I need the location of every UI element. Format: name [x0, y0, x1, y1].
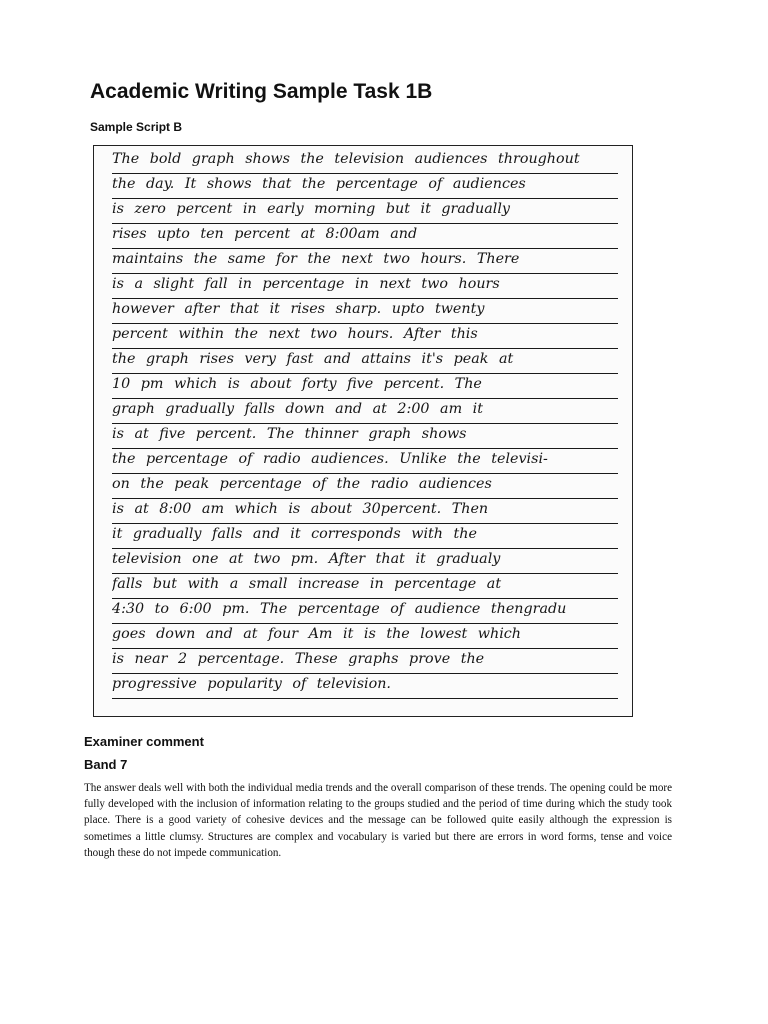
- sample-script-label: Sample Script B: [90, 120, 183, 134]
- script-line: The bold graph shows the television audiences throughout: [112, 148, 618, 174]
- script-line: 4:30 to 6:00 pm. The percentage of audience thengradu: [112, 598, 618, 624]
- script-line: percent within the next two hours. After this: [112, 323, 618, 349]
- script-line: it gradually falls and it corresponds with the: [112, 523, 618, 549]
- handwritten-script-image: [93, 145, 633, 717]
- script-line: rises upto ten percent at 8:00am and: [112, 223, 618, 249]
- examiner-comment-text: The answer deals well with both the individual media trends and the overall comparison of these trends. The opening could be more fully developed with the inclusion of information relating to the groups studied and the period of time during which the study took place. There is a good variety of cohesive devices and the message can be followed quite easily although the expression is sometimes a little clumsy. Structures are complex and vocabulary is varied but there are errors in word forms, tense and voice though these do not impede communication.: [84, 782, 672, 859]
- script-line: is at 8:00 am which is about 30percent. Then: [112, 498, 618, 524]
- script-line: the graph rises very fast and attains it's peak at: [112, 348, 618, 374]
- script-line: falls but with a small increase in percentage at: [112, 573, 618, 599]
- script-line: on the peak percentage of the radio audiences: [112, 473, 618, 499]
- script-line: is at five percent. The thinner graph shows: [112, 423, 618, 449]
- script-line: is zero percent in early morning but it gradually: [112, 198, 618, 224]
- script-line: television one at two pm. After that it gradualy: [112, 548, 618, 574]
- script-line: maintains the same for the next two hours. There: [112, 248, 618, 274]
- script-line: the percentage of radio audiences. Unlike the televisi-: [112, 448, 618, 474]
- band-score: Band 7: [84, 757, 128, 772]
- script-line: graph gradually falls down and at 2:00 am it: [112, 398, 618, 424]
- script-line: however after that it rises sharp. upto twenty: [112, 298, 618, 324]
- script-line: progressive popularity of television.: [112, 673, 618, 699]
- script-line: goes down and at four Am it is the lowest which: [112, 623, 618, 649]
- examiner-comment-heading: Examiner comment: [84, 734, 204, 749]
- script-line: 10 pm which is about forty five percent. The: [112, 373, 618, 399]
- script-line: the day. It shows that the percentage of audiences: [112, 173, 618, 199]
- page-title: Academic Writing Sample Task 1B: [90, 80, 433, 103]
- script-line: is near 2 percentage. These graphs prove the: [112, 648, 618, 674]
- script-line: is a slight fall in percentage in next two hours: [112, 273, 618, 299]
